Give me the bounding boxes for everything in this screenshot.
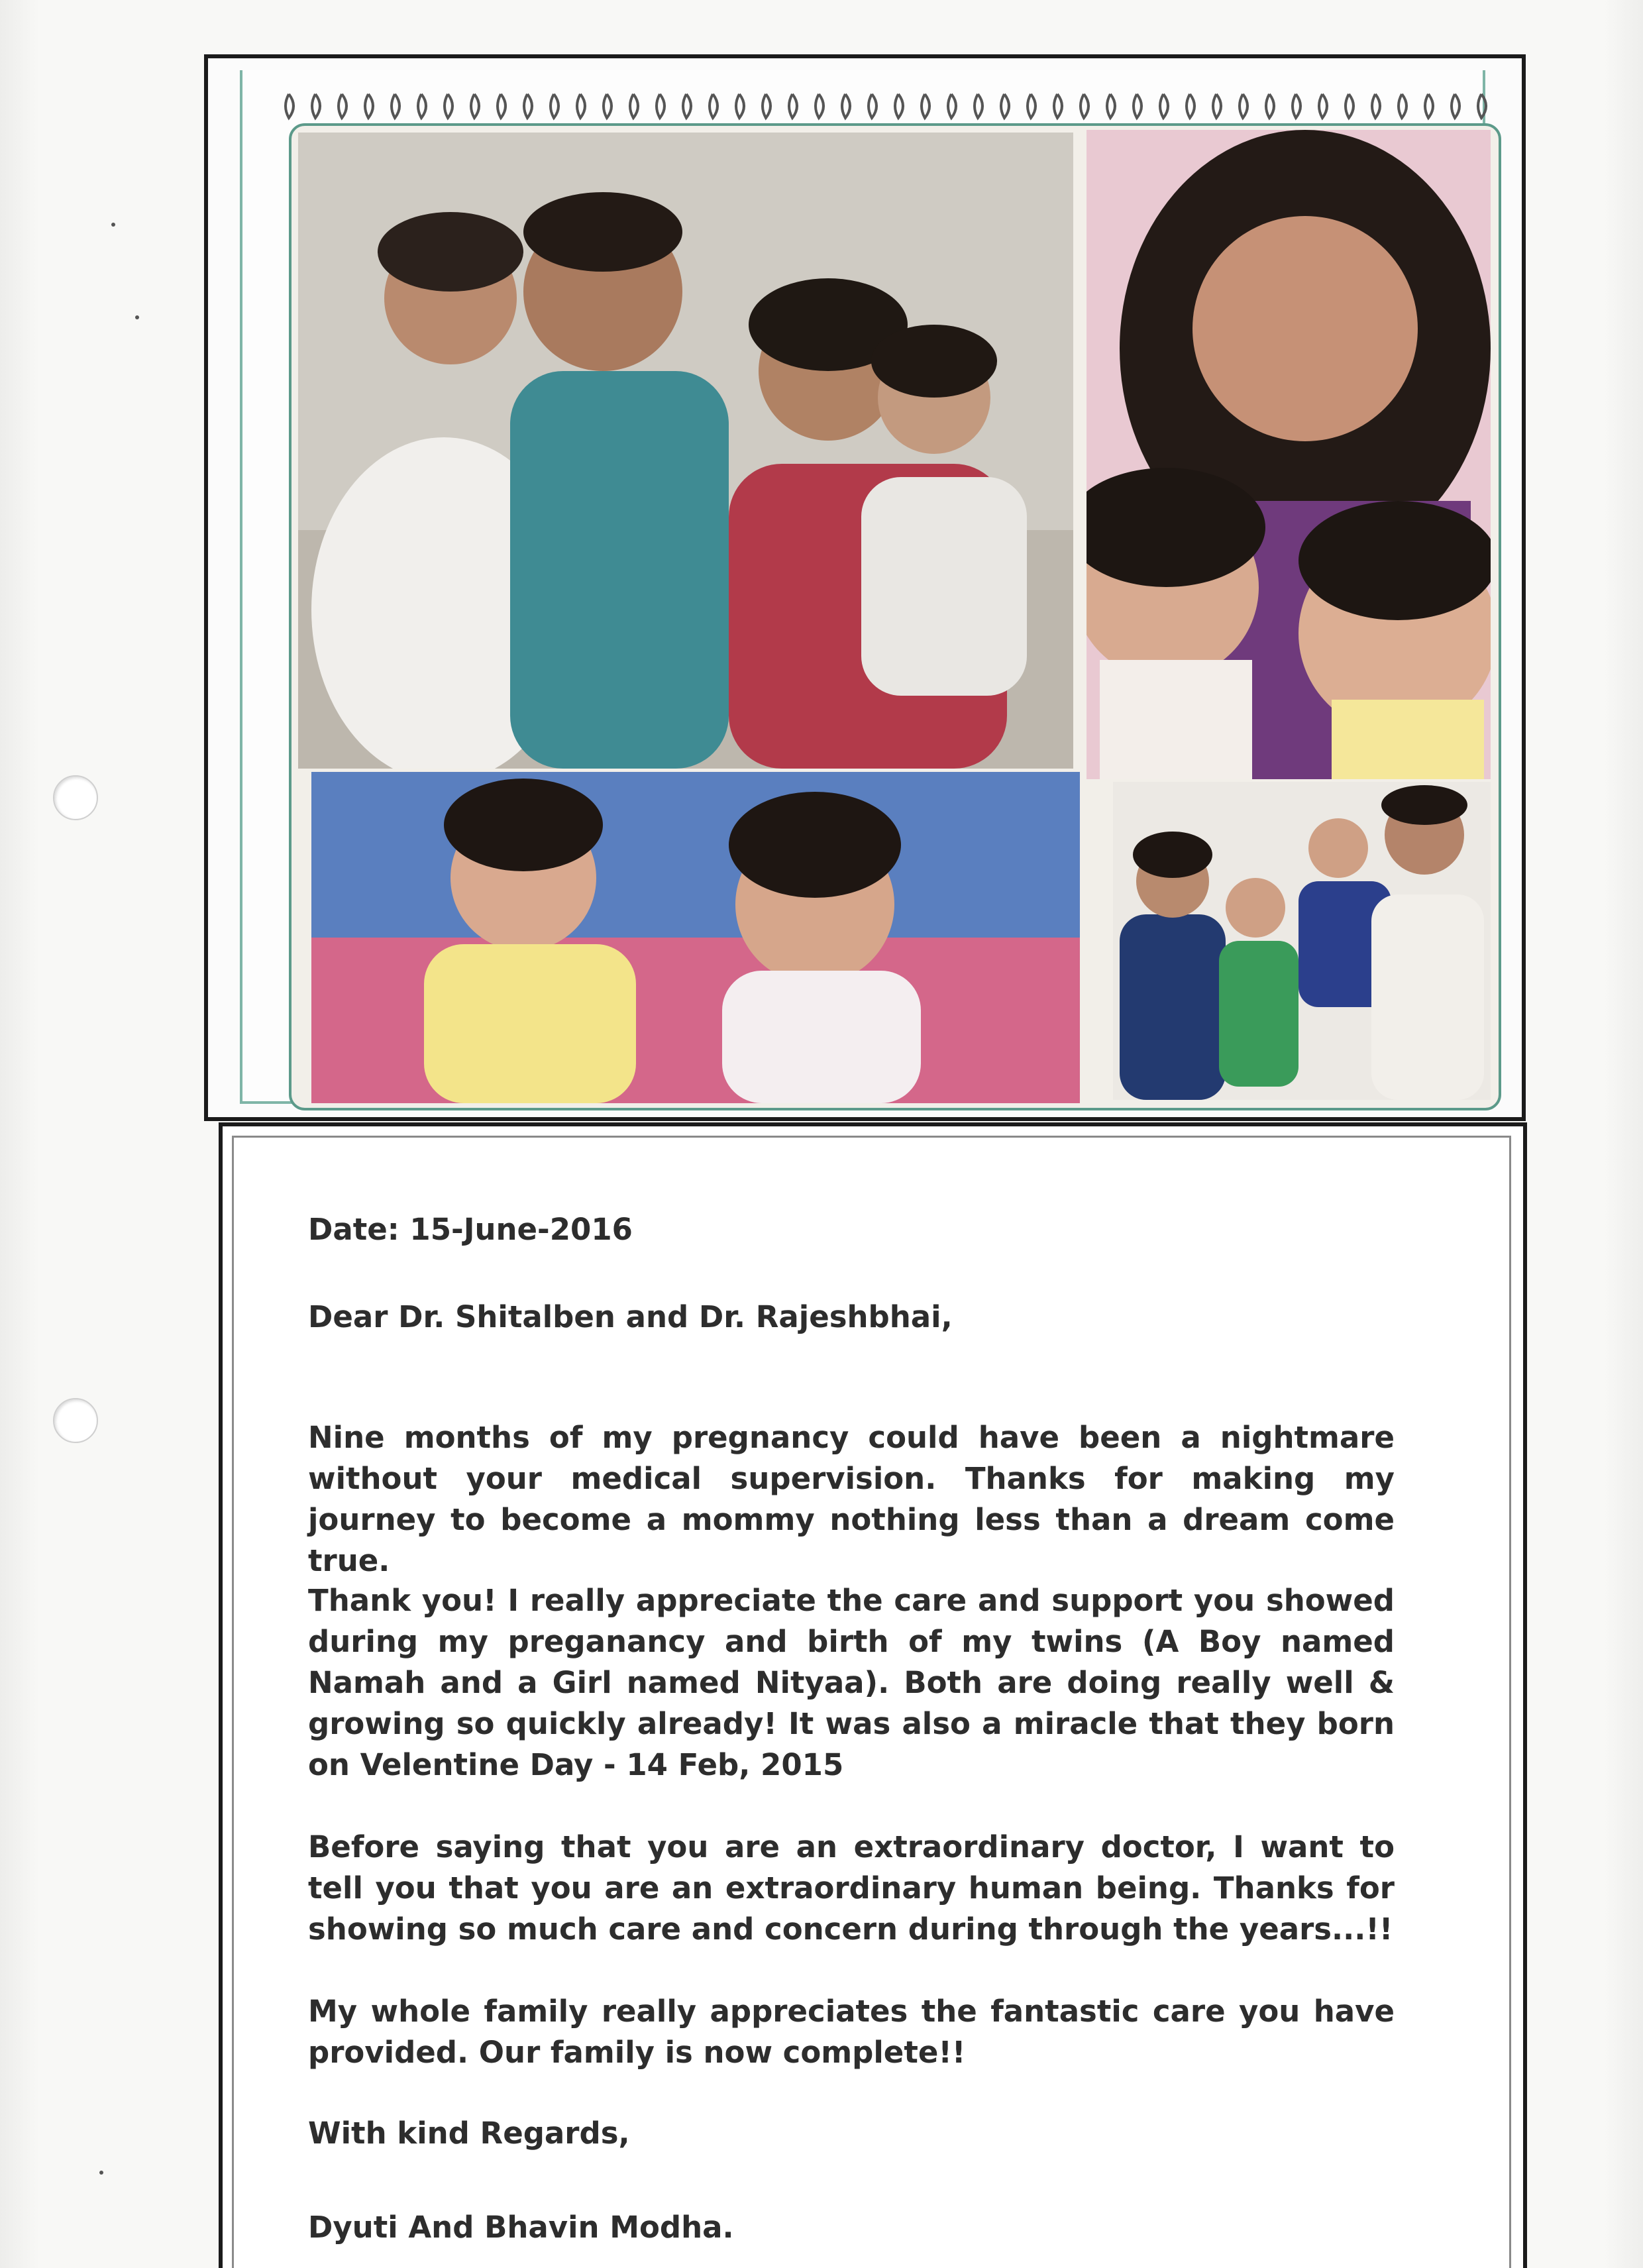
letter-date: Date: 15-June-2016 [308,1212,633,1247]
spiral-coil [975,94,982,118]
spiral-coil [339,94,346,118]
letter-salutation: Dear Dr. Shitalben and Dr. Rajeshbhai, [308,1299,953,1334]
spiral-coil [1213,94,1221,118]
spiral-coil [577,94,585,118]
spiral-coil [736,94,744,118]
spiral-coil [842,94,850,118]
letter-closing: With kind Regards, [308,2116,630,2151]
spiral-coil [551,94,558,118]
spiral-coil [1399,94,1406,118]
spiral-coil [789,94,797,118]
spiral-coil [524,94,532,118]
letter-paragraph: Nine months of my pregnancy could have been a nightmare without your medical supervision. Thanks for making my journey to become a mommy nothing less than a dream come true. [308,1420,1395,1578]
spiral-coil [630,94,638,118]
spiral-coil [1478,94,1486,118]
spiral-coil [1319,94,1327,118]
spiral-coil [1107,94,1115,118]
spiral-coil [869,94,876,118]
twins-lying-photo [311,772,1080,1103]
spiral-coil [1081,94,1088,118]
spiral-coil [392,94,399,118]
spiral-coil [1266,94,1274,118]
spiral-coil [1372,94,1380,118]
spiral-coil [1028,94,1035,118]
spiral-coil [498,94,505,118]
family-standing-photo [1113,782,1491,1100]
spiral-coil [1001,94,1009,118]
scan-speck [99,2171,103,2175]
spiral-coil [1134,94,1141,118]
letter-paragraph: Before saying that you are an extraordinary doctor, I want to tell you that you are an extraordinary human being. Thanks for showing so much care and concern during through the years...!! [308,1829,1395,1947]
letter-panel [219,1122,1527,2268]
spiral-coil [365,94,373,118]
spiral-coil [683,94,691,118]
spiral-coil [763,94,770,118]
punch-hole-bottom [53,1398,98,1443]
letter-signature: Dyuti And Bhavin Modha. [308,2210,734,2245]
spiral-coil [1187,94,1194,118]
spiral-binding [282,87,1514,127]
spiral-coil [286,94,293,118]
family-photo [298,133,1073,769]
punch-hole-top [53,775,98,820]
letter-paragraph: My whole family really appreciates the fantastic care you have provided. Our family is now complete!! [308,1994,1395,2070]
spiral-coil [1346,94,1353,118]
letter-paragraph: Thank you! I really appreciate the care and support you showed during my preganancy and birth of my twins (A Boy named Namah and a Girl named Nityaa). Both are doing really well & growing so quickly already! It was also a miracle that they born on Velentine Day - 14 Feb, 2015 [308,1583,1395,1782]
spiral-coil [710,94,717,118]
photo-panel-inner [240,70,1485,1104]
spiral-coil [948,94,956,118]
spiral-coil [471,94,479,118]
letter-panel-inner [232,1136,1511,2268]
mother-twins-photo [1086,130,1491,779]
spiral-coil [445,94,452,118]
spiral-coil [1293,94,1300,118]
spiral-coil [418,94,426,118]
photo-panel [204,54,1526,1121]
spiral-coil [312,94,320,118]
spiral-coil [895,94,903,118]
scan-speck [135,315,139,319]
spiral-coil [1452,94,1459,118]
spiral-coil [922,94,929,118]
spiral-coil [1160,94,1168,118]
spiral-coil [1425,94,1433,118]
scan-speck [111,223,115,227]
spiral-coil [1240,94,1247,118]
spiral-coil [1054,94,1062,118]
spiral-coil [604,94,611,118]
spiral-coil [657,94,664,118]
photo-collage [289,123,1501,1110]
spiral-coil [816,94,823,118]
